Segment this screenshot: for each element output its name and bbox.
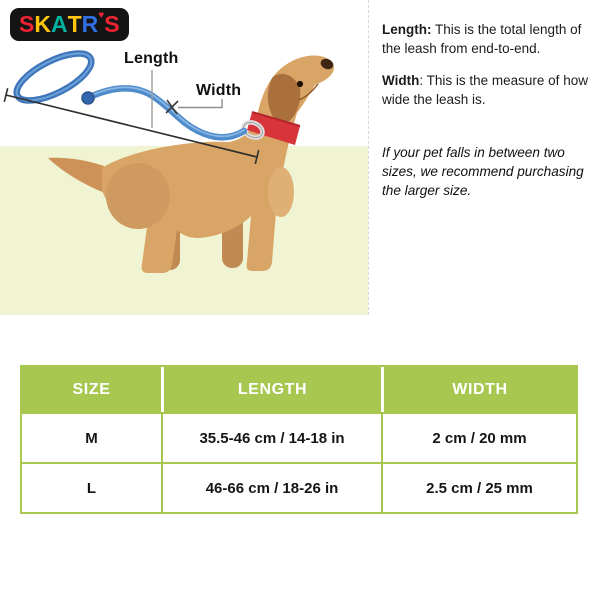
cell-width-m: 2 cm / 20 mm — [381, 414, 576, 462]
size-table-header-row — [22, 367, 576, 412]
cell-length-l: 46-66 cm / 18-26 in — [161, 464, 381, 512]
width-definition-text: : This is the measure of how wide the leash is. — [382, 72, 588, 107]
length-definition-text: This is the total length of the leash from end-to-end. — [382, 22, 582, 56]
width-definition-label: Width — [382, 72, 420, 88]
cell-size-m: M — [85, 429, 98, 447]
leash-slider-bead — [82, 92, 94, 104]
logo-letter: S — [19, 11, 35, 37]
skatrs-logo — [10, 8, 129, 41]
width-annotation-label: Width — [196, 82, 242, 99]
width-definition — [382, 72, 589, 110]
header-cell-length: LENGTH — [161, 367, 381, 412]
definitions-panel — [382, 21, 589, 213]
table-row — [22, 412, 576, 462]
table-row — [22, 462, 576, 512]
header-cell-width: WIDTH — [381, 367, 576, 412]
cell-length-m: 35.5-46 cm / 14-18 in — [161, 414, 381, 462]
logo-letter: A — [50, 11, 68, 37]
width-pointer-line — [178, 99, 222, 108]
cell-width-l: 2.5 cm / 25 mm — [381, 464, 576, 512]
heart-icon: ♥ — [98, 10, 105, 21]
logo-letter: T — [67, 11, 82, 37]
header-cell-size: SIZE — [72, 380, 111, 398]
logo-letter: K — [34, 11, 51, 37]
dog-haunch-shade — [106, 163, 170, 229]
dog-eye — [297, 81, 303, 87]
length-annotation-label: Length — [124, 50, 179, 67]
length-definition-label: Length: — [382, 22, 432, 37]
dog-chest-shade — [268, 167, 294, 217]
dog-tail — [48, 158, 105, 193]
logo-letter: S — [104, 11, 120, 37]
cell-size-l: L — [86, 479, 97, 497]
dog-leash-illustration — [0, 0, 370, 320]
size-table — [20, 365, 578, 514]
sizing-note: If your pet falls in between two sizes, we recommend purchasing the larger size. — [382, 144, 584, 198]
length-definition — [382, 21, 589, 59]
logo-letter: R — [81, 11, 99, 37]
